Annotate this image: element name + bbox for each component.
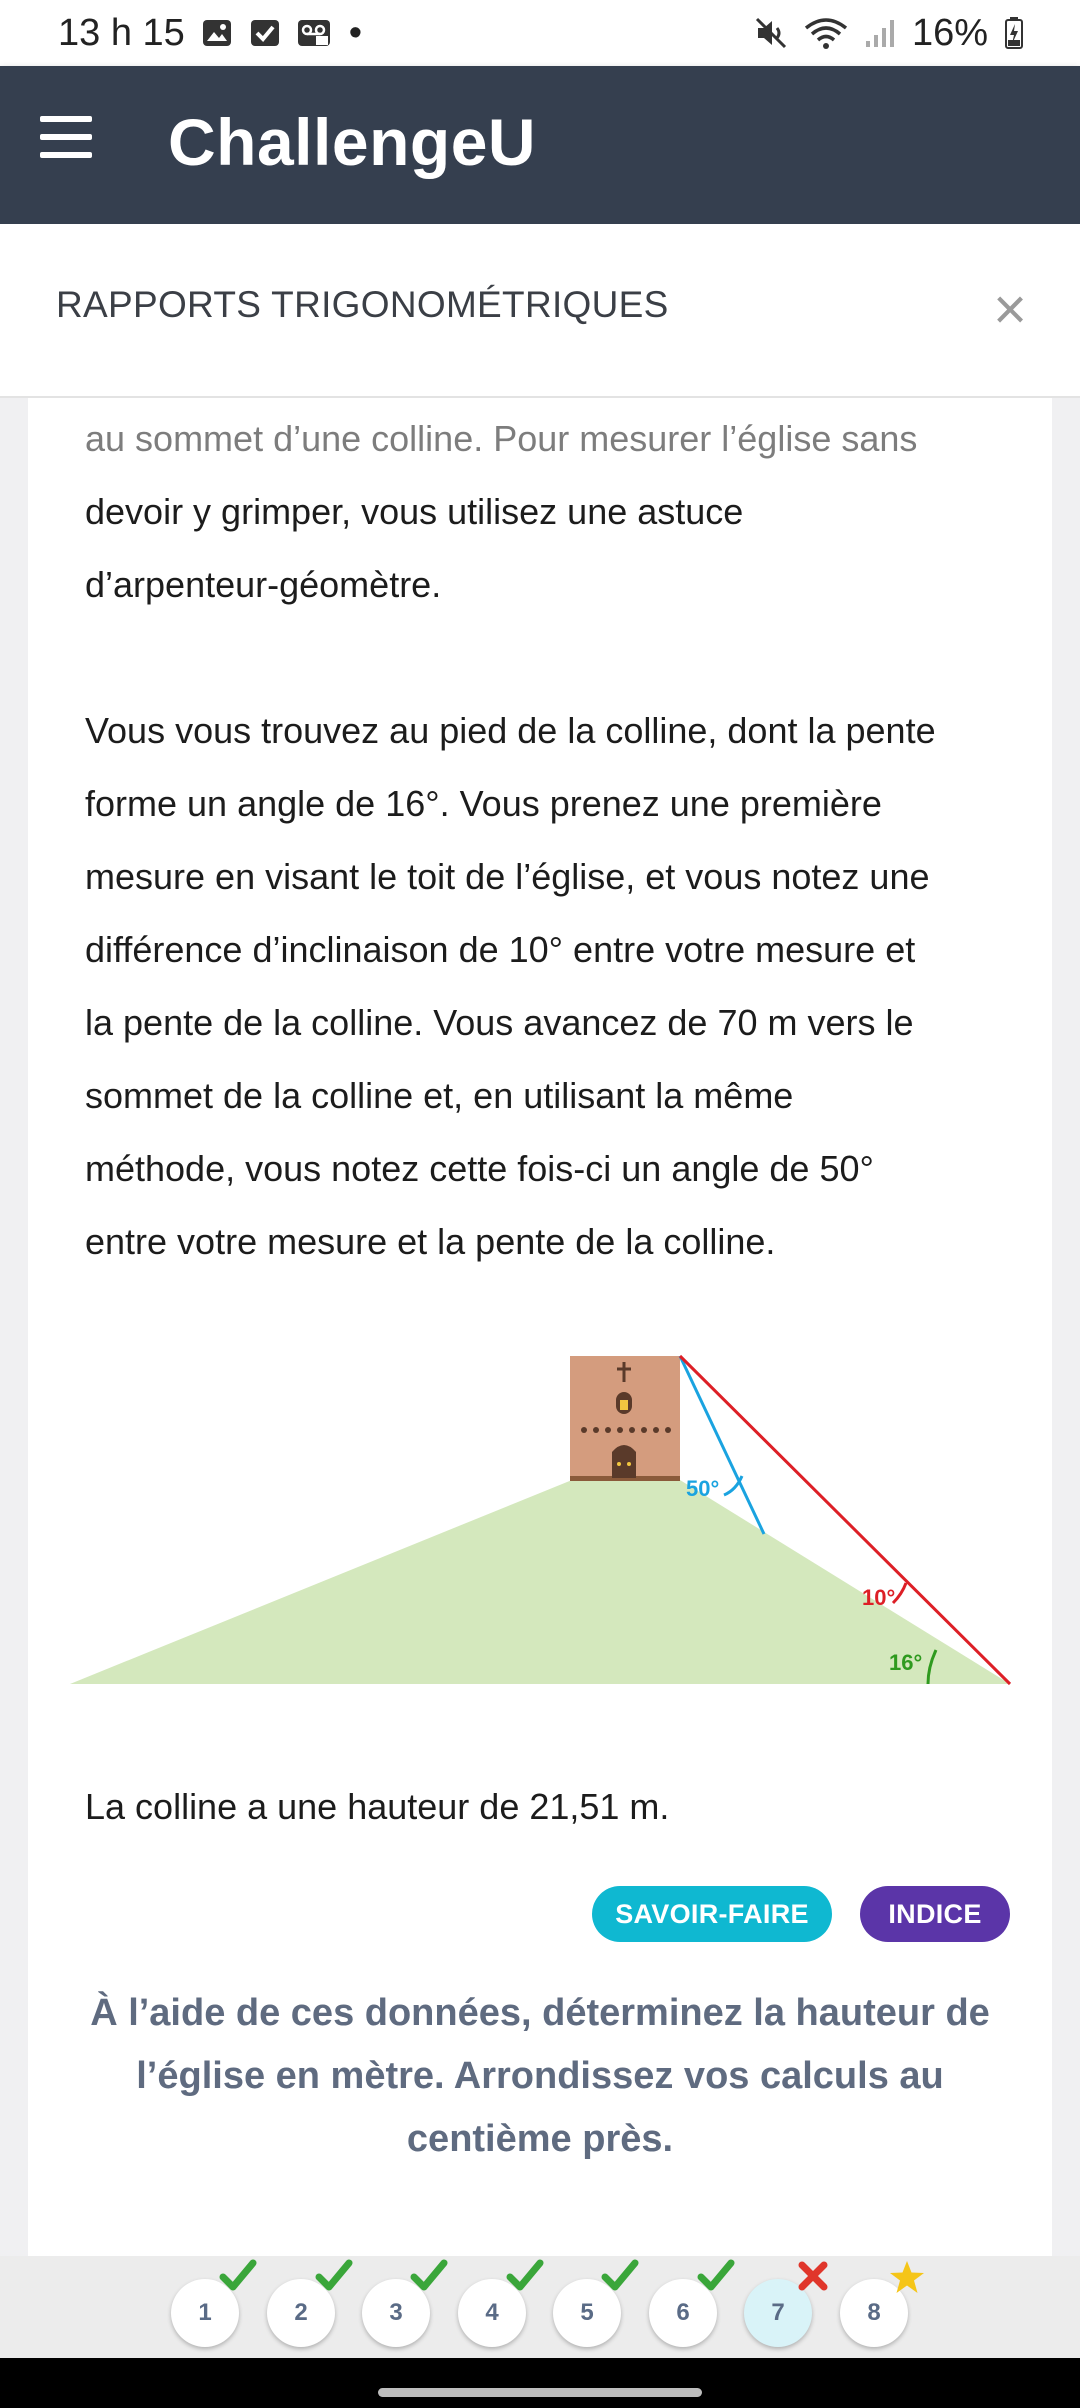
step-2[interactable] (267, 2279, 335, 2347)
step-label: 3 (389, 2299, 403, 2326)
voicemail-icon (297, 17, 333, 49)
step-5[interactable] (553, 2279, 621, 2347)
step-3[interactable] (362, 2279, 430, 2347)
paragraph-line-2: forme un angle de 16°. Vous prenez une première (85, 783, 882, 824)
step-4[interactable] (458, 2279, 526, 2347)
check-icon (697, 2259, 735, 2293)
paragraph-line-4: différence d’inclinaison de 10° entre votre mesure et (85, 929, 916, 970)
angle-label-10: 10° (862, 1585, 896, 1610)
intro-line-2: devoir y grimper, vous utilisez une astuce (85, 491, 744, 532)
step-label: 5 (580, 2299, 594, 2326)
exercise-card (28, 396, 1052, 2256)
step-6[interactable] (649, 2279, 717, 2347)
intro-line-3: d’arpenteur-géomètre. (85, 564, 442, 605)
hill-shape (70, 1480, 1010, 1684)
question-text: À l’aide de ces données, déterminez la hauteur de l’église en mètre. Arrondissez vos calculs au centième près. (90, 1992, 990, 2160)
check-icon (601, 2259, 639, 2293)
intro-line-1: au sommet d’une colline. Pour mesurer l’église sans (85, 418, 918, 459)
paragraph-line-3: mesure en visant le toit de l’église, et vous notez une (85, 856, 930, 897)
church-icon (570, 1356, 680, 1481)
angle-label-16: 16° (889, 1650, 923, 1675)
mute-icon (754, 16, 788, 50)
status-bar (0, 0, 1080, 66)
home-gesture-handle[interactable] (378, 2388, 702, 2397)
status-dot: • (348, 11, 363, 54)
hint-button[interactable]: INDICE (860, 1886, 1010, 1942)
signal-icon (864, 17, 896, 49)
gallery-icon (201, 17, 233, 49)
step-label: 2 (294, 2299, 308, 2326)
savoir-faire-button[interactable]: SAVOIR-FAIRE (592, 1886, 832, 1942)
close-icon[interactable]: × (993, 277, 1027, 342)
step-label: 1 (198, 2299, 212, 2326)
check-icon (410, 2259, 448, 2293)
paragraph-line-1: Vous vous trouvez au pied de la colline, dont la pente (85, 710, 936, 751)
paragraph-line-5: la pente de la colline. Vous avancez de 70 m vers le (85, 1002, 914, 1043)
system-nav-bar (0, 2358, 1080, 2408)
step-label: 8 (867, 2299, 881, 2326)
check-icon (219, 2259, 257, 2293)
blue-angle-arc (724, 1476, 742, 1495)
step-8[interactable] (840, 2279, 908, 2347)
status-time: 13 h 15 (58, 11, 185, 54)
hill-church-diagram (0, 1340, 1080, 1700)
cross-icon (796, 2259, 830, 2293)
battery-charging-icon (1004, 16, 1024, 50)
app-title: ChallengeU (168, 105, 537, 179)
step-label: 6 (676, 2299, 690, 2326)
star-icon (888, 2259, 926, 2295)
wifi-icon (804, 16, 848, 50)
section-title: RAPPORTS TRIGONOMÉTRIQUES (56, 284, 669, 325)
angle-label-50: 50° (686, 1476, 720, 1501)
checkbox-notification-icon (249, 17, 281, 49)
app-bar (0, 66, 1080, 224)
paragraph-line-7: méthode, vous notez cette fois-ci un angle de 50° (85, 1148, 874, 1189)
battery-percent: 16% (911, 11, 988, 54)
given-statement: La colline a une hauteur de 21,51 m. (85, 1786, 670, 1827)
check-icon (506, 2259, 544, 2293)
hamburger-menu-icon[interactable] (40, 116, 96, 172)
step-label: 7 (771, 2299, 785, 2326)
step-7[interactable] (744, 2279, 812, 2347)
step-1[interactable] (171, 2279, 239, 2347)
check-icon (315, 2259, 353, 2293)
paragraph-line-6: sommet de la colline et, en utilisant la même (85, 1075, 794, 1116)
step-label: 4 (485, 2299, 499, 2326)
section-header (0, 224, 1080, 398)
paragraph-line-8: entre votre mesure et la pente de la colline. (85, 1221, 776, 1262)
